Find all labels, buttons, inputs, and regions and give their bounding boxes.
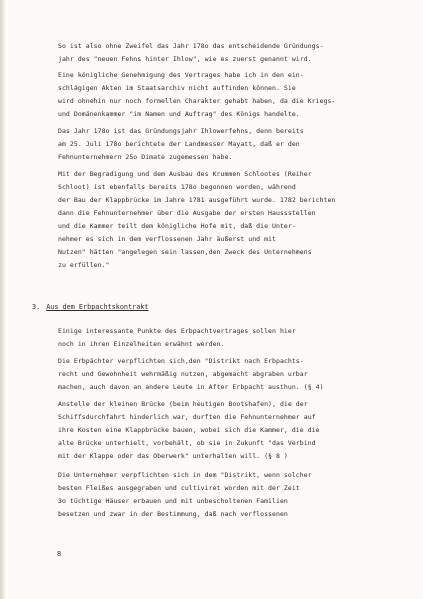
text-line: am 25. Juli 178o berichtete der Landmesser Mayatt, daß er den	[58, 140, 300, 148]
text-line: So ist also ohne Zweifel das Jahr 178o das entscheidende Gründungs-	[58, 42, 324, 50]
text-line: Das Jahr 178o ist das Gründungsjahr Ihlowerfehns, denn bereits	[58, 127, 304, 135]
page-edge-shadow	[0, 0, 6, 599]
section-heading	[32, 303, 149, 311]
section-title: Aus dem Erbpachtskontrakt	[46, 303, 149, 311]
text-line: und Domänenkammer "im Namen und Auftrag" des Königs handelte.	[58, 110, 300, 118]
text-line: ihre Kosten eine Klappbrücke bauen, wobei sich die Kammer, die die	[58, 426, 320, 434]
text-line: Schloot) ist ebenfalls bereits 178o begonnen worden, während	[58, 183, 296, 191]
text-line: alte Brücke unterhielt, vorbehält, ob sie in Zukunft "das Verbind	[58, 439, 316, 447]
text-line: recht und Gewohnheit wehrmäßig nutzen, abgemacht abgraben urbar	[58, 370, 308, 378]
text-line: Schiffsdurchfahrt hinderlich war, durften die Fehnunternehmer auf	[58, 413, 316, 421]
text-line: Die Unternehmer verpflichten sich in dem "Distrikt, wenn solcher	[58, 471, 312, 479]
page-number: 8	[57, 550, 62, 558]
text-line: wird ohnehin nur noch formellen Charakter gehabt haben, da die Kriegs-	[58, 97, 336, 105]
text-line: Mit der Begradigung und dem Ausbau des Krummen Schlootes (Reiher	[58, 170, 312, 178]
text-line: besten Fleißes ausgegraben und cultiviret worden mit der Zeit	[58, 484, 300, 492]
text-line: Fehnunternehmern 25o Dimate zugemessen habe.	[58, 153, 233, 161]
text-line: Einige interessante Punkte des Erbpachtvertrages sollen hier	[58, 327, 296, 335]
text-line: nehmer es sich in dem verflossenen Jahr äußerst und mit	[58, 235, 276, 243]
text-line: noch in ihren Einzelheiten erwähnt werden.	[58, 340, 225, 348]
text-line: Anstelle der kleinen Brücke (beim heutigen Bootshafen), die der	[58, 400, 308, 408]
text-line: Die Erbpächter verpflichten sich,den "Distrikt nach Erbpachts-	[58, 357, 304, 365]
text-line: und die Kammer teilt dem königliche Hofe mit, daß die Unter-	[58, 222, 296, 230]
text-line: schlägigen Akten im Staatsarchiv nicht auffinden können. Sie	[58, 84, 296, 92]
text-line: 3o tüchtige Häuser erbauen und mit unbescholtenen Familien	[58, 497, 288, 505]
text-line: zu erfüllen."	[58, 261, 110, 269]
text-line: besetzen und zwar in der Bestimmung, daß nach verflossenen	[58, 510, 288, 518]
text-line: der Bau der Klappbrücke im Jahre 1781 ausgeführt wurde. 1782 berichten	[58, 196, 336, 204]
text-line: machen, auch davon an andere Leute in After Erbpacht austhun. (§ 4)	[58, 383, 324, 391]
text-line: dann die Fehnunternehmer über die Ausgabe der ersten Haussstellen	[58, 209, 316, 217]
text-line: Eine königliche Genehmigung des Vertrages habe ich in den ein-	[58, 71, 304, 79]
text-line: mit der Klappe oder das Oberwerk" unterhalten will. (§ 8 )	[58, 452, 288, 460]
section-number: 3.	[32, 303, 41, 311]
text-line: Nutzen" hätten "angelegen sein lassen,den Zweck des Unternehmens	[58, 248, 312, 256]
text-line: jahr des "neuen Fehns hinter Ihlow", wie es zuerst genannt wird.	[58, 55, 312, 63]
